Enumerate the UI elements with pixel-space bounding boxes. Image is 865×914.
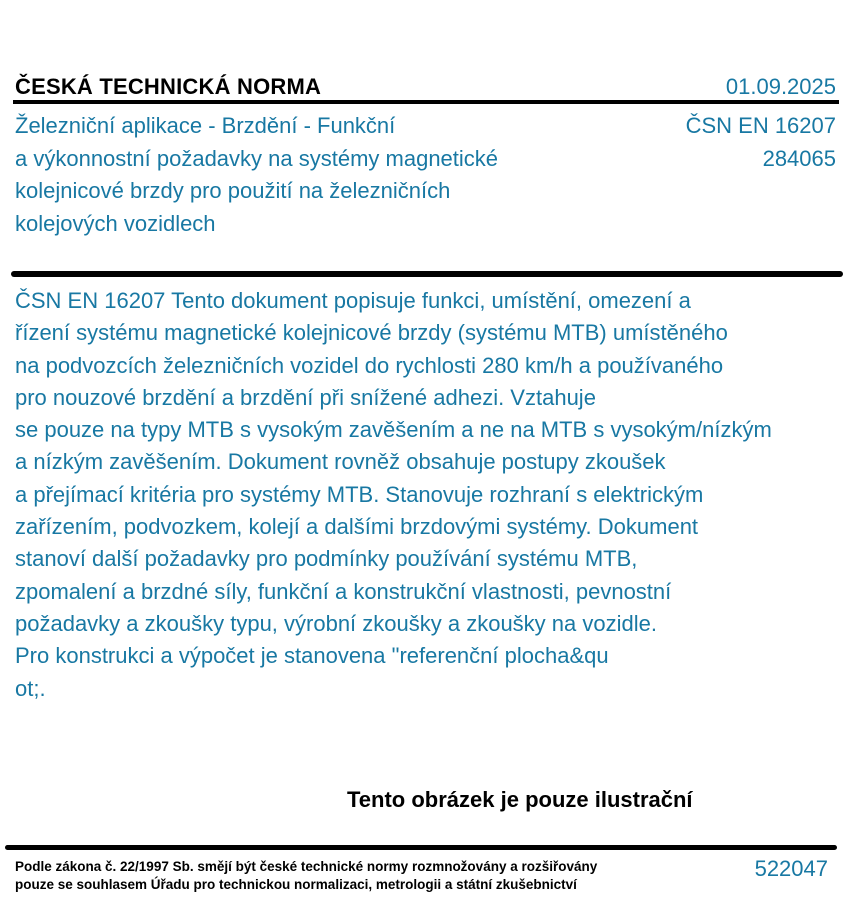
order-number: 522047 [754, 856, 828, 881]
abstract-line: zpomalení a brzdné síly, funkční a konstrukční vlastnosti, pevnostní [15, 578, 672, 604]
abstract-line: Pro konstrukci a výpočet je stanovena "referenční plocha&qu [15, 643, 609, 669]
abstract-line: na podvozcích železničních vozidel do rychlosti 280 km/h a používaného [15, 352, 724, 378]
copyright-notice [15, 858, 597, 894]
title-divider [11, 271, 843, 277]
abstract-line: zařízením, podvozkem, kolejí a dalšími brzdovými systémy. Dokument [15, 514, 699, 540]
standard-title-line: kolejnicové brzdy pro použití na železničních [15, 178, 451, 203]
abstract-line: a nízkým zavěšením. Dokument rovněž obsahuje postupy zkoušek [15, 449, 666, 475]
illustration-note: Tento obrázek je pouze ilustrační [347, 787, 693, 812]
copyright-line: Podle zákona č. 22/1997 Sb. smějí být české technické normy rozmnožovány a rozšiřovány [15, 859, 598, 874]
abstract-line: se pouze na typy MTB s vysokým zavěšením a ne na MTB s vysokým/nízkým [15, 417, 772, 443]
standard-title-line: Železniční aplikace - Brzdění - Funkční [15, 113, 396, 138]
abstract-line: ot;. [15, 675, 46, 701]
abstract-line: ČSN EN 16207 Tento dokument popisuje funkci, umístění, omezení a [15, 288, 691, 313]
footer [15, 857, 828, 894]
abstract-line: požadavky a zkoušky typu, výrobní zkoušky a zkoušky na vozidle. [15, 610, 657, 636]
abstract-line: stanoví další požadavky pro podmínky používání systému MTB, [15, 546, 638, 572]
standard-title-line: a výkonnostní požadavky na systémy magnetické [15, 145, 499, 171]
class-number: 284065 [762, 145, 836, 171]
abstract-line: pro nouzové brzdění a brzdění při snížené adhezi. Vztahuje [15, 384, 596, 410]
issue-date: 01.09.2025 [725, 74, 836, 99]
copyright-line: pouze se souhlasem Úřadu pro technickou normalizaci, metrologii a státní zkušebnictví [15, 877, 577, 892]
standard-identifiers [686, 110, 836, 175]
standard-number: ČSN EN 16207 [685, 113, 836, 138]
abstract-line: řízení systému magnetické kolejnicové brzdy (systému MTB) umístěného [15, 320, 728, 346]
title-block [15, 110, 836, 240]
standard-title-line: kolejových vozidlech [15, 210, 216, 236]
abstract-line: a přejímací kritéria pro systémy MTB. Stanovuje rozhraní s elektrickým [15, 481, 704, 507]
header [15, 74, 836, 100]
standard-title [15, 110, 498, 240]
header-divider [13, 100, 839, 104]
footer-divider [5, 845, 837, 850]
page-title: ČESKÁ TECHNICKÁ NORMA [15, 74, 322, 99]
abstract-text [15, 285, 845, 705]
